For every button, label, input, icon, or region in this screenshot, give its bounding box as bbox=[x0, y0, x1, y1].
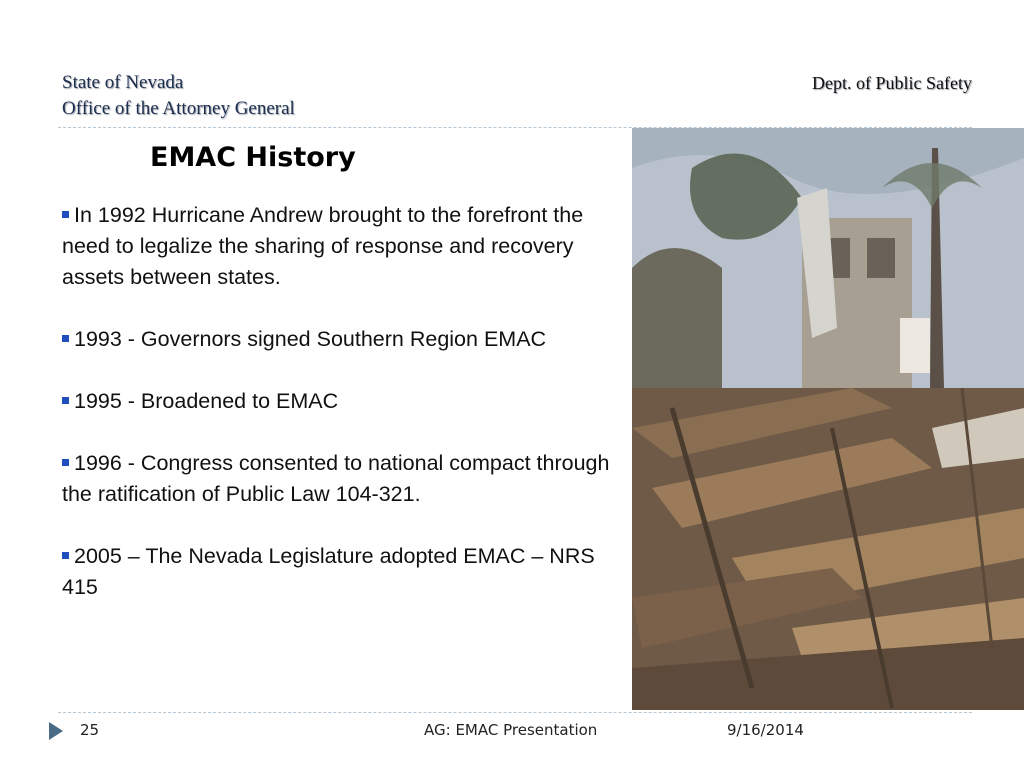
bullet-text: 1995 - Broadened to EMAC bbox=[74, 389, 339, 413]
hurricane-damage-illustration bbox=[632, 128, 1024, 710]
header-organization bbox=[62, 70, 295, 122]
bullet-icon bbox=[62, 397, 69, 404]
bullet-item bbox=[62, 541, 622, 603]
bullet-icon bbox=[62, 459, 69, 466]
header-dept: Dept. of Public Safety bbox=[812, 73, 972, 93]
bullet-text: In 1992 Hurricane Andrew brought to the forefront the need to legalize the sharing of response and recovery assets between states. bbox=[62, 203, 584, 289]
slide-title: EMAC History bbox=[150, 142, 356, 173]
bullet-text: 1996 - Congress consented to national compact through the ratification of Public Law 104-321. bbox=[62, 451, 610, 506]
bullet-text: 1993 - Governors signed Southern Region EMAC bbox=[74, 327, 547, 351]
page-number: 25 bbox=[80, 721, 100, 739]
bullet-item bbox=[62, 448, 622, 510]
header-org-line1: State of Nevada bbox=[62, 72, 184, 93]
header-org-line2: Office of the Attorney General bbox=[62, 98, 295, 119]
bullet-item bbox=[62, 200, 622, 293]
bullet-list bbox=[62, 200, 622, 634]
bullet-text: 2005 – The Nevada Legislature adopted EMAC – NRS 415 bbox=[62, 544, 595, 599]
bullet-icon bbox=[62, 335, 69, 342]
footer-date: 9/16/2014 bbox=[727, 721, 804, 739]
bullet-icon bbox=[62, 552, 69, 559]
footer-presentation-title: AG: EMAC Presentation bbox=[424, 721, 598, 739]
bullet-item bbox=[62, 324, 622, 355]
triangle-arrow-icon[interactable] bbox=[49, 722, 63, 740]
hurricane-damage-photo bbox=[632, 128, 1024, 710]
bullet-icon bbox=[62, 211, 69, 218]
footer-divider bbox=[58, 712, 972, 713]
bullet-item bbox=[62, 386, 622, 417]
